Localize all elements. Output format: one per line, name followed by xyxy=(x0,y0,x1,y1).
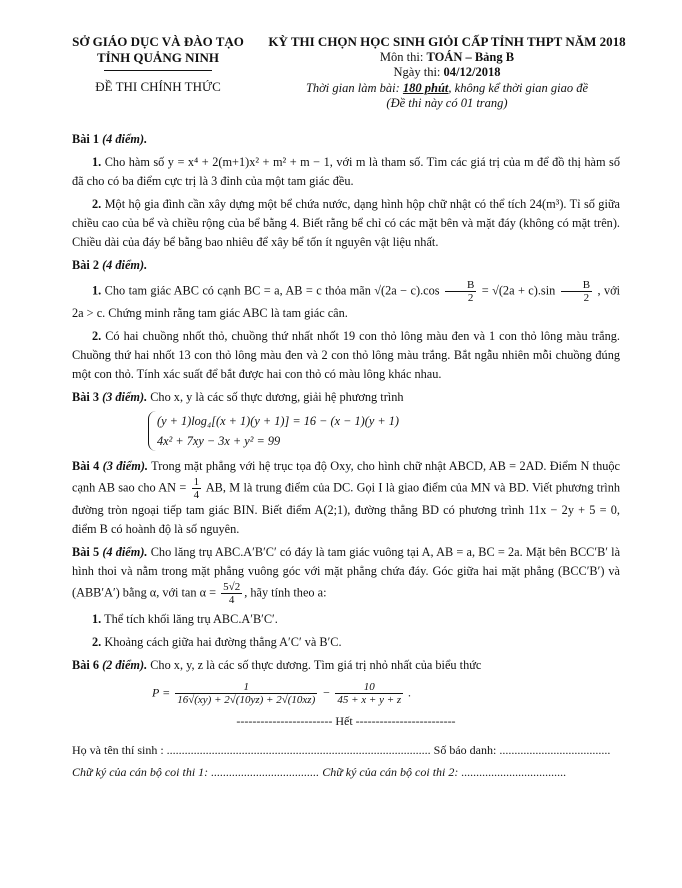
name-label: Họ và tên thí sinh : ........................................................................................ xyxy=(72,743,431,757)
signature-line xyxy=(72,761,620,783)
b5-i2-num: 2. xyxy=(92,635,102,649)
frac-num: 1 xyxy=(193,476,200,488)
subject-prefix: Môn thi: xyxy=(379,49,424,64)
b5-i2-text: Khoảng cách giữa hai đường thẳng A′C′ và B′C. xyxy=(104,635,342,649)
b4-a: Trong mặt phẳng với hệ trục tọa độ Oxy, cho hình chữ nhật ABCD, AB = 2AD. Điểm N thuộc cạnh AB sao cho AN = xyxy=(72,459,621,495)
header-left xyxy=(58,34,258,95)
document-header xyxy=(0,34,682,124)
b4-b: AB, M là trung điểm của DC. Gọi I là giao điểm của MN và BD. Viết phương trình đường tròn ngoại tiếp tam giác BIN. Biết điểm A(2;1), đường thẳng BD có phương trình 11x − 2y + 5 = 0, điểm B có hoành độ là số nguyên. xyxy=(72,480,621,536)
exam-content xyxy=(72,130,620,783)
b2-p2-text: Có hai chuồng nhốt thỏ, chuồng thứ nhất nhốt 19 con thỏ lông màu đen và 1 con thỏ lông màu trắng. Chuồng thứ hai nhốt 13 con thỏ lông màu đen và 2 con thỏ lông màu trắng. Bắt ngẫu nhiên mỗi chuồng đúng một con thỏ. Tính xác suất để bắt được hai con thỏ có màu lông khác nhau. xyxy=(72,329,620,381)
b6-expression xyxy=(152,681,620,706)
b5-frac xyxy=(221,581,242,606)
b2-p2-num: 2. xyxy=(92,329,102,343)
time-suffix: , không kể thời gian giao đề xyxy=(448,80,589,95)
frac-num: 1 xyxy=(175,681,317,694)
b2-heading xyxy=(72,256,620,275)
b1-p1-text: Cho hàm số y = x⁴ + 2(m+1)x² + m² + m − 1, với m là tham số. Tìm các giá trị của m để đồ thị hàm số đã cho có ba điểm cực trị là 3 đỉnh của một tam giác đều. xyxy=(72,155,620,188)
b5-a: Cho lăng trụ ABC.A′B′C′ có đáy là tam giác vuông tại A, AB = a, BC = 2a. Mặt bên BCC′B′ là hình thoi và nằm trong mặt phẳng vuông góc với mặt phẳng chứa đáy. Góc giữa hai mặt phẳng (BCC′B′) và (ABB′A′) bằng α, với tan α = xyxy=(72,545,621,600)
b2-title: Bài 2 xyxy=(72,258,99,272)
b3-points: (3 điểm). xyxy=(102,390,148,404)
frac-num: 10 xyxy=(335,681,403,694)
official-label: ĐỀ THI CHÍNH THỨC xyxy=(95,79,221,94)
b1-title: Bài 1 xyxy=(72,132,99,146)
subject-value: TOÁN – Bảng B xyxy=(426,49,515,64)
b2-p1-a: Cho tam giác ABC có cạnh BC = a, AB = c thỏa mãn √(2a − c).cos xyxy=(104,283,440,298)
pages-note: (Đề thi này có 01 trang) xyxy=(386,96,508,110)
date-value: 04/12/2018 xyxy=(443,65,501,79)
sbd-label: Số báo danh: ..................................... xyxy=(433,743,611,757)
b1-p1-num: 1. xyxy=(92,155,102,169)
b6-minus: − xyxy=(322,685,331,700)
b3-title: Bài 3 xyxy=(72,390,99,404)
b2-p1-b: = √(2a + c).sin xyxy=(481,283,556,298)
b3-eq1: (y + 1)log₄[(x + 1)(y + 1)] = 16 − (x − 1)(y + 1) xyxy=(157,414,399,428)
b3-eq2: 4x² + 7xy − 3x + y² = 99 xyxy=(157,434,281,448)
frac-den: 4 xyxy=(193,489,200,501)
b3-heading xyxy=(72,388,620,407)
sig1-label: Chữ ký của cán bộ coi thi 1: .................................... xyxy=(72,765,320,779)
b3-text: Cho x, y là các số thực dương, giải hệ phương trình xyxy=(150,390,404,404)
b2-part2 xyxy=(72,327,620,384)
time-value: 180 phút xyxy=(402,80,449,95)
b2-p1-c: , với 2a > c. Chứng minh rằng tam giác ABC là tam giác cân. xyxy=(72,283,621,320)
subject-line xyxy=(262,50,632,66)
b2-frac-cos xyxy=(445,279,476,304)
b4-frac xyxy=(192,476,202,501)
exam-title: KỲ THI CHỌN HỌC SINH GIỎI CẤP TỈNH THPT NĂM 2018 xyxy=(268,34,626,49)
b1-part1 xyxy=(72,153,620,191)
b6-frac2 xyxy=(335,681,403,706)
b4-points: (3 điểm). xyxy=(102,459,148,473)
b2-points: (4 điểm). xyxy=(102,258,148,272)
b4-title: Bài 4 xyxy=(72,459,100,473)
dept-line-1: SỞ GIÁO DỤC VÀ ĐÀO TẠO xyxy=(72,34,244,49)
b5-item1 xyxy=(72,610,620,629)
frac-den: 4 xyxy=(228,594,235,606)
header-right xyxy=(262,34,632,112)
b6-dot: . xyxy=(408,685,412,700)
b5-i1-text: Thể tích khối lăng trụ ABC.A′B′C′. xyxy=(104,612,278,626)
b5-points: (4 điểm). xyxy=(102,545,148,559)
frac-den: 45 + x + y + z xyxy=(337,694,402,706)
b5-b: , hãy tính theo a: xyxy=(244,585,327,600)
b6-frac1 xyxy=(175,681,317,706)
b5-i1-num: 1. xyxy=(92,612,102,626)
frac-num: 5√2 xyxy=(223,581,241,593)
b1-p2-num: 2. xyxy=(92,197,102,211)
end-mark: ------------------------ Hết ------------------------- xyxy=(236,714,456,728)
b2-p1-num: 1. xyxy=(92,283,102,298)
sig2-label: Chữ ký của cán bộ coi thi 2: ................................... xyxy=(322,765,567,779)
date-prefix: Ngày thi: xyxy=(393,65,441,79)
b5-item2 xyxy=(72,633,620,652)
b6-heading xyxy=(72,656,620,675)
frac-den: 16√(xy) + 2√(10yz) + 2√(10xz) xyxy=(177,694,316,706)
b4-block xyxy=(72,457,620,539)
b6-title: Bài 6 xyxy=(72,658,99,672)
frac-num: B xyxy=(445,279,476,292)
b1-part2 xyxy=(72,195,620,252)
candidate-line xyxy=(72,739,620,761)
time-line xyxy=(262,81,632,97)
b6-p-label: P = xyxy=(152,685,171,700)
time-prefix: Thời gian làm bài: xyxy=(305,80,400,95)
b5-block xyxy=(72,543,620,606)
b5-title: Bài 5 xyxy=(72,545,100,559)
frac-num: B xyxy=(561,279,592,292)
frac-den: 2 xyxy=(467,292,474,304)
equation-system xyxy=(148,411,417,451)
b1-heading xyxy=(72,130,620,149)
b6-text: Cho x, y, z là các số thực dương. Tìm giá trị nhỏ nhất của biểu thức xyxy=(150,658,482,672)
date-line xyxy=(262,65,632,81)
frac-den: 2 xyxy=(583,292,590,304)
header-rule xyxy=(104,70,212,71)
b1-p2-text: Một hộ gia đình cần xây dựng một bể chứa nước, dạng hình hộp chữ nhật có thể tích 24(m³). Tỉ số giữa chiều cao của bể và chiều rộng của bể bằng 4. Biết rằng bể chỉ có các mặt bên và mặt đáy (không có mặt trên). Chiều dài của đáy bể bằng bao nhiêu để xây bể tốn ít nguyên vật liệu nhất. xyxy=(72,197,620,249)
dept-line-2: TỈNH QUẢNG NINH xyxy=(96,50,220,65)
b2-frac-sin xyxy=(561,279,592,304)
b6-points: (2 điểm). xyxy=(102,658,148,672)
b1-points: (4 điểm). xyxy=(102,132,148,146)
b2-part1 xyxy=(72,279,620,323)
